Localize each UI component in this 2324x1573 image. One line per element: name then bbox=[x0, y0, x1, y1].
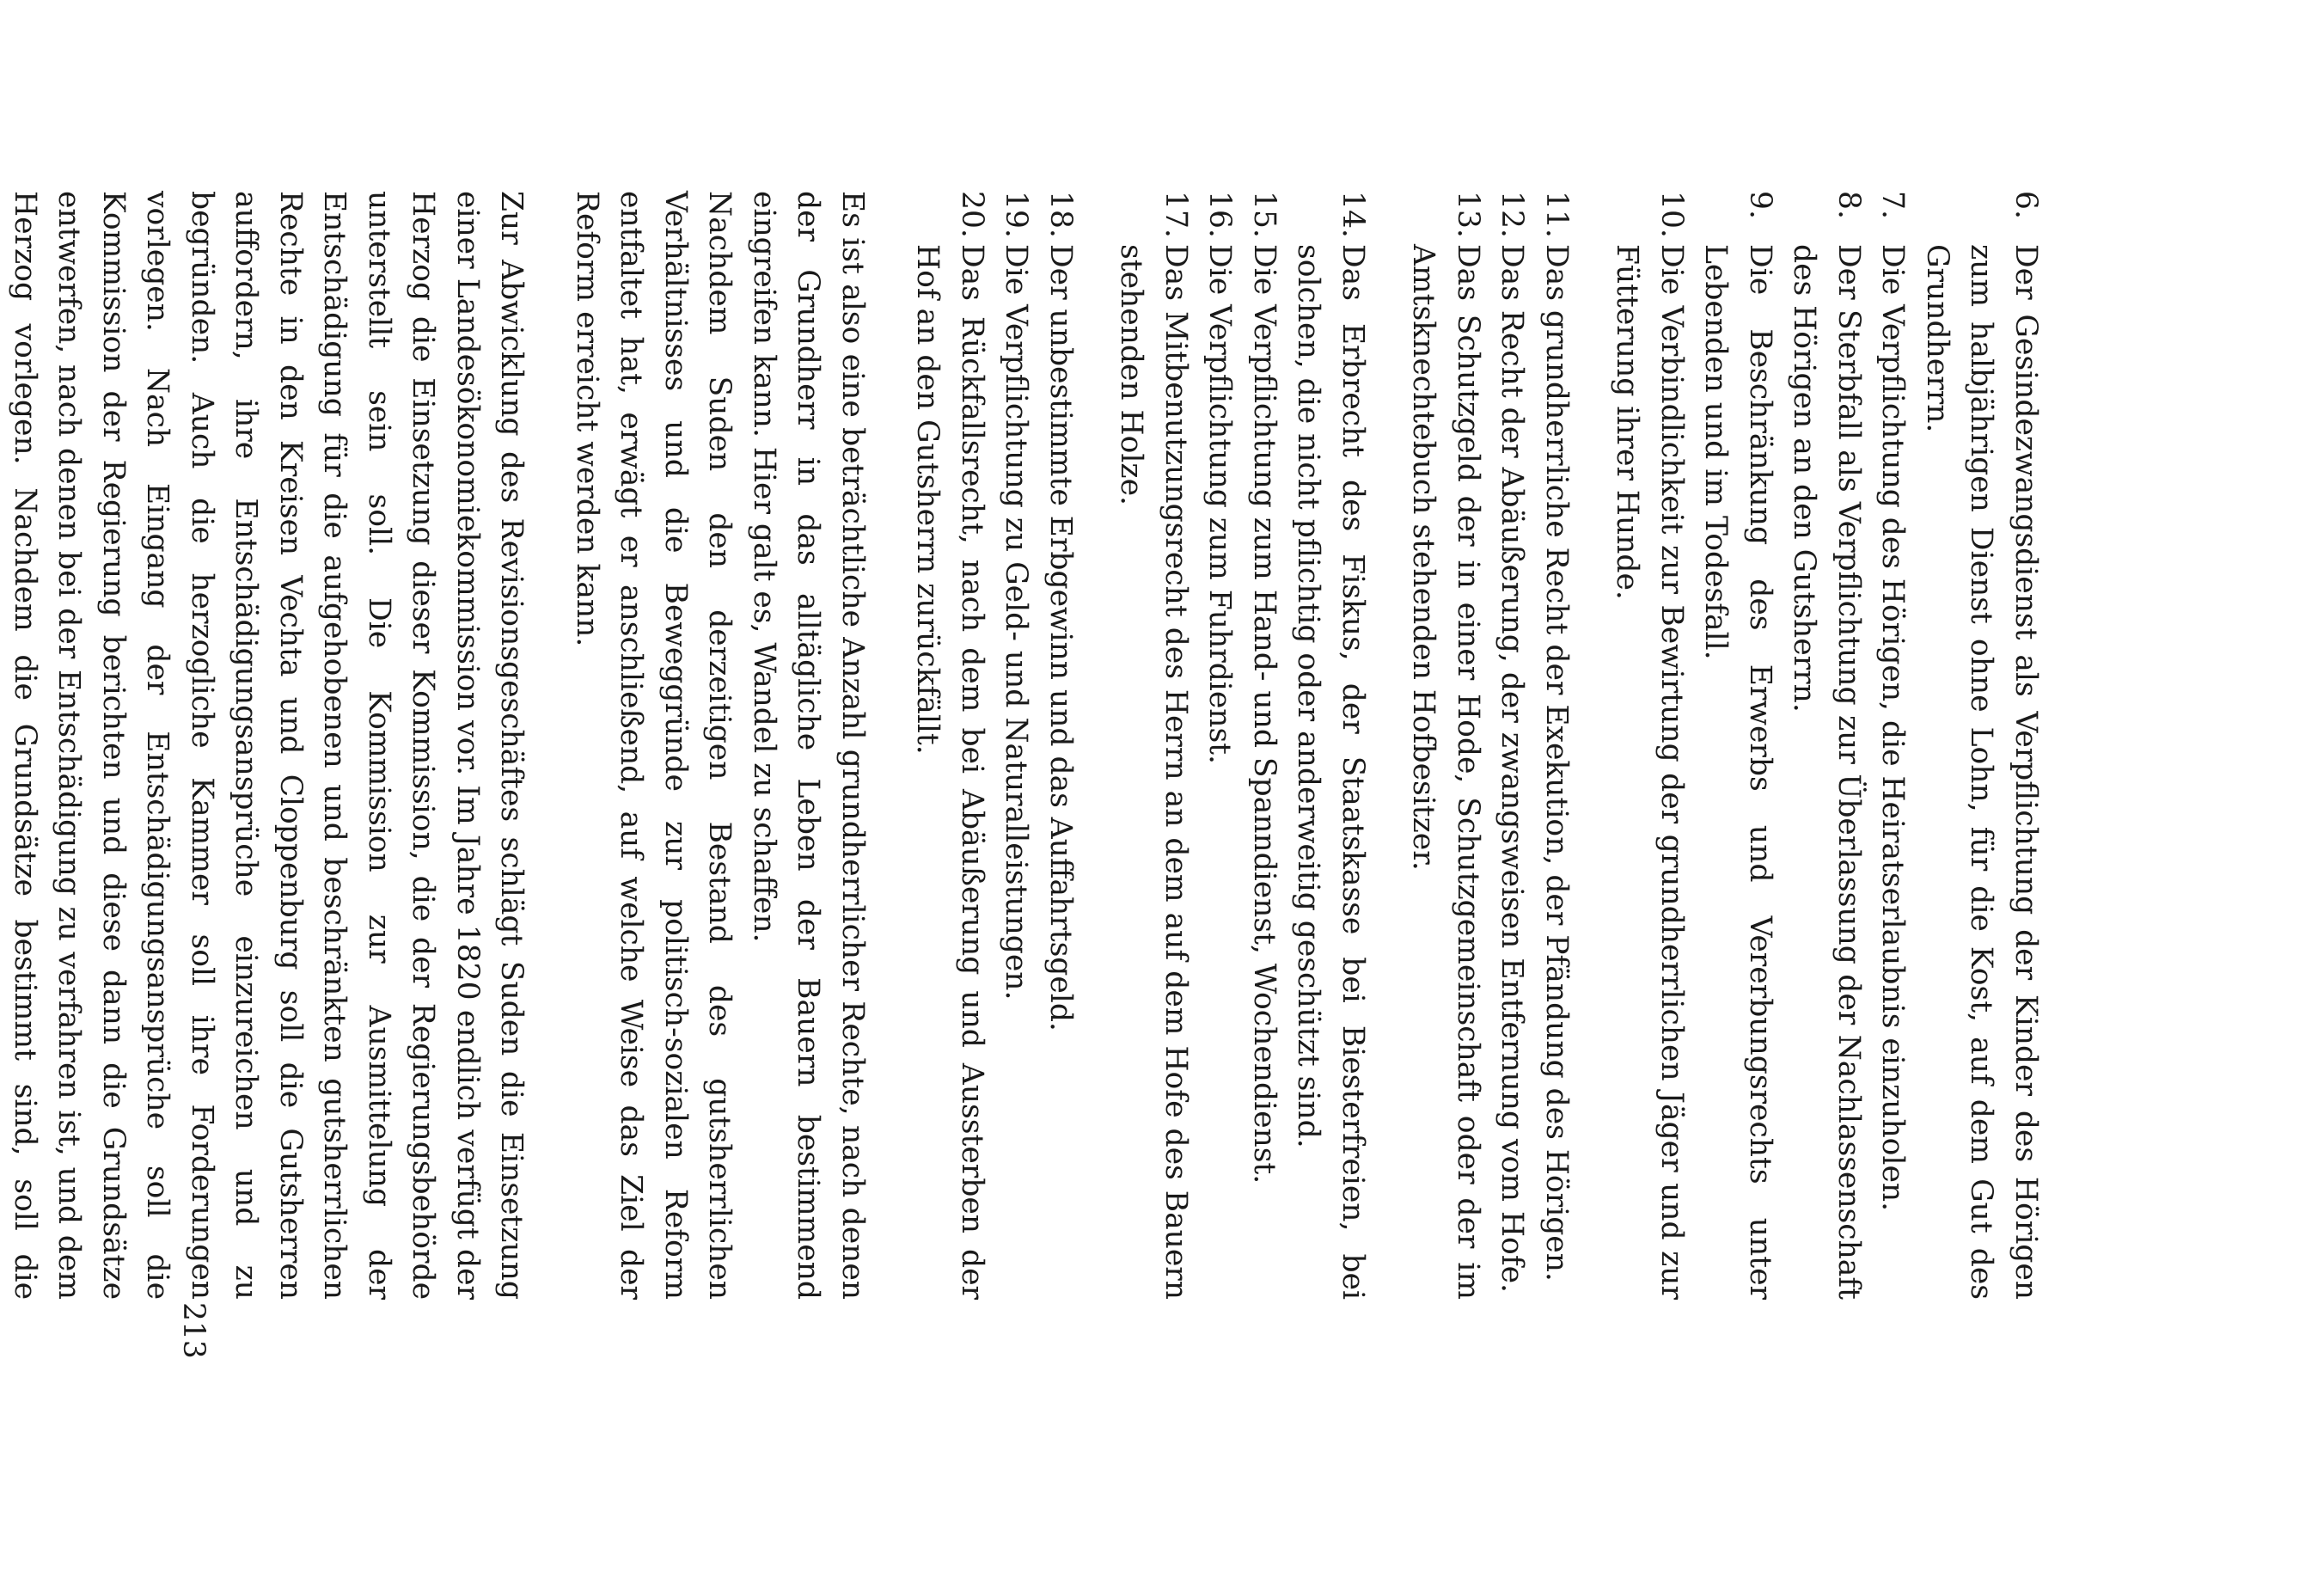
list-item bbox=[1782, 191, 1870, 1300]
list-item bbox=[1870, 191, 1915, 1300]
enumeration-list-a bbox=[1605, 191, 2047, 1300]
item-number: 18. bbox=[1043, 191, 1078, 238]
list-item bbox=[994, 191, 1038, 1300]
item-number: 15. bbox=[1247, 191, 1281, 238]
item-number: 14. bbox=[1336, 191, 1370, 238]
item-text: Der Sterbfall als Verpflichtung zur Überlassung der Nachlassenschaft des Hörigen an den Gutsherrn. bbox=[1787, 244, 1866, 1300]
item-text: Die Verpflichtung zum Hand- und Spanndienst, Wochendienst. bbox=[1247, 244, 1281, 1184]
item-number: 20. bbox=[955, 191, 989, 238]
paragraph: Es ist also eine beträchtliche Anzahl grundherrlicher Rechte, nach denen der Grundherr in das alltägliche Leben der Bauern bestimmend eingreifen kann. Hier galt es, Wandel zu schaffen. bbox=[747, 191, 870, 1300]
spacer bbox=[1578, 191, 1605, 1300]
item-text: Die Verbindlichkeit zur Bewirtung der grundherrlichen Jäger und zur Fütterung ihrer Hunde. bbox=[1610, 244, 1689, 1300]
item-number: 9. bbox=[1743, 191, 1777, 219]
item-text: Das Recht der Abäußerung, der zwangsweisen Entfernung vom Hofe. bbox=[1495, 244, 1530, 1293]
page-body bbox=[0, 191, 2047, 1300]
item-number: 16. bbox=[1202, 191, 1238, 238]
item-text: Der Gesindezwangsdienst als Verpflichtung der Kinder des Hörigen zum halbjährigen Dienst ohne Lohn, für die Kost, auf dem Gut des Grundherrn. bbox=[1920, 244, 2043, 1300]
spacer bbox=[1374, 191, 1401, 1300]
list-item bbox=[1693, 191, 1782, 1300]
item-number: 8. bbox=[1832, 191, 1866, 219]
item-number: 7. bbox=[1875, 191, 1911, 219]
item-number: 17. bbox=[1159, 191, 1193, 238]
list-item bbox=[1197, 191, 1242, 1300]
list-item bbox=[1109, 191, 1197, 1300]
list-item bbox=[1401, 191, 1489, 1300]
item-number: 6. bbox=[2009, 191, 2043, 219]
item-text: Das Schutzgeld der in einer Hode, Schutzgemeinschaft oder der im Amtsknechtebuch stehenden Hofbesitzer. bbox=[1406, 244, 1485, 1300]
item-number: 11. bbox=[1539, 191, 1574, 238]
item-text: Die Verpflichtung zum Fuhrdienst. bbox=[1202, 244, 1238, 764]
item-text: Das Rückfallsrecht, nach dem bei Abäußerung und Aussterben der Hof an den Gutsherrn zurückfällt. bbox=[910, 244, 989, 1300]
enumeration-list-d bbox=[905, 191, 1082, 1300]
spacer bbox=[874, 191, 905, 1300]
list-item bbox=[1242, 191, 1287, 1300]
item-text: Die Verpflichtung des Hörigen, die Heiratserlaubnis einzuholen. bbox=[1875, 244, 1911, 1212]
list-item bbox=[1605, 191, 1693, 1300]
item-text: Die Verpflichtung zu Geld- und Naturalleistungen. bbox=[999, 244, 1034, 1001]
item-number: 12. bbox=[1495, 191, 1530, 238]
item-text: Die Beschränkung des Erwerbs und Vererbungsrechts unter Lebenden und im Todesfall. bbox=[1698, 244, 1777, 1300]
enumeration-list-c bbox=[1109, 191, 1374, 1300]
spacer bbox=[1082, 191, 1109, 1300]
item-text: Der unbestimmte Erbgewinn und das Auffahrtsgeld. bbox=[1043, 244, 1078, 1031]
list-item bbox=[1534, 191, 1579, 1300]
paragraph: Zur Abwicklung des Revisionsgeschäftes schlägt Suden die Einsetzung einer Landesökonomiekommission vor. Im Jahre 1820 endlich verfügt der Herzog die Einsetzung dieser Kommission, die der Regierungsbehörde unterstellt sein soll. Die Kommission zur Ausmittelung der Entschädigung für die aufgehobenen und beschränkten gutsherrlichen Rechte in den Kreisen Vechta und Cloppenburg soll die Gutsherren auffordern, ihre Entschädigungsansprüche einzureichen und zu begründen. Auch die herzogliche Kammer soll ihre Forderungen vorlegen. Nach Eingang der Entschädigungsansprüche soll die Kommission der Regierung berichten und diese dann die Grundsätze entwerfen, nach denen bei der Entschädigung zu verfahren ist, und dem Herzog vorlegen. Nachdem die Grundsätze bestimmt sind, soll die bbox=[8, 191, 529, 1300]
item-text: Das Erbrecht des Fiskus, der Staatskasse bei Biesterfreien, bei solchen, die nicht pflichtig oder anderweitig geschützt sind. bbox=[1291, 244, 1370, 1300]
list-item bbox=[1489, 191, 1534, 1300]
spacer bbox=[534, 191, 565, 1300]
list-item bbox=[1915, 191, 2048, 1300]
page-number: 213 bbox=[176, 1302, 211, 1359]
paragraph: Nachdem Suden den derzeitigen Bestand des gutsherrlichen Verhältnisses und die Beweggründe zur politisch-sozialen Reform entfaltet hat, erwägt er anschließend, auf welche Weise das Ziel der Reform erreicht werden kann. bbox=[570, 191, 737, 1300]
list-item bbox=[1286, 191, 1374, 1300]
item-text: Das grundherrliche Recht der Exekution, der Pfändung des Hörigen. bbox=[1539, 244, 1574, 1282]
enumeration-list-b bbox=[1401, 191, 1578, 1300]
item-number: 10. bbox=[1654, 191, 1689, 238]
list-item bbox=[1038, 191, 1083, 1300]
item-number: 19. bbox=[999, 191, 1034, 238]
list-item bbox=[905, 191, 994, 1300]
item-number: 13. bbox=[1451, 191, 1485, 238]
item-text: Das Mitbenutzungsrecht des Herrn an dem auf dem Hofe des Bauern stehenden Holze. bbox=[1114, 244, 1193, 1300]
